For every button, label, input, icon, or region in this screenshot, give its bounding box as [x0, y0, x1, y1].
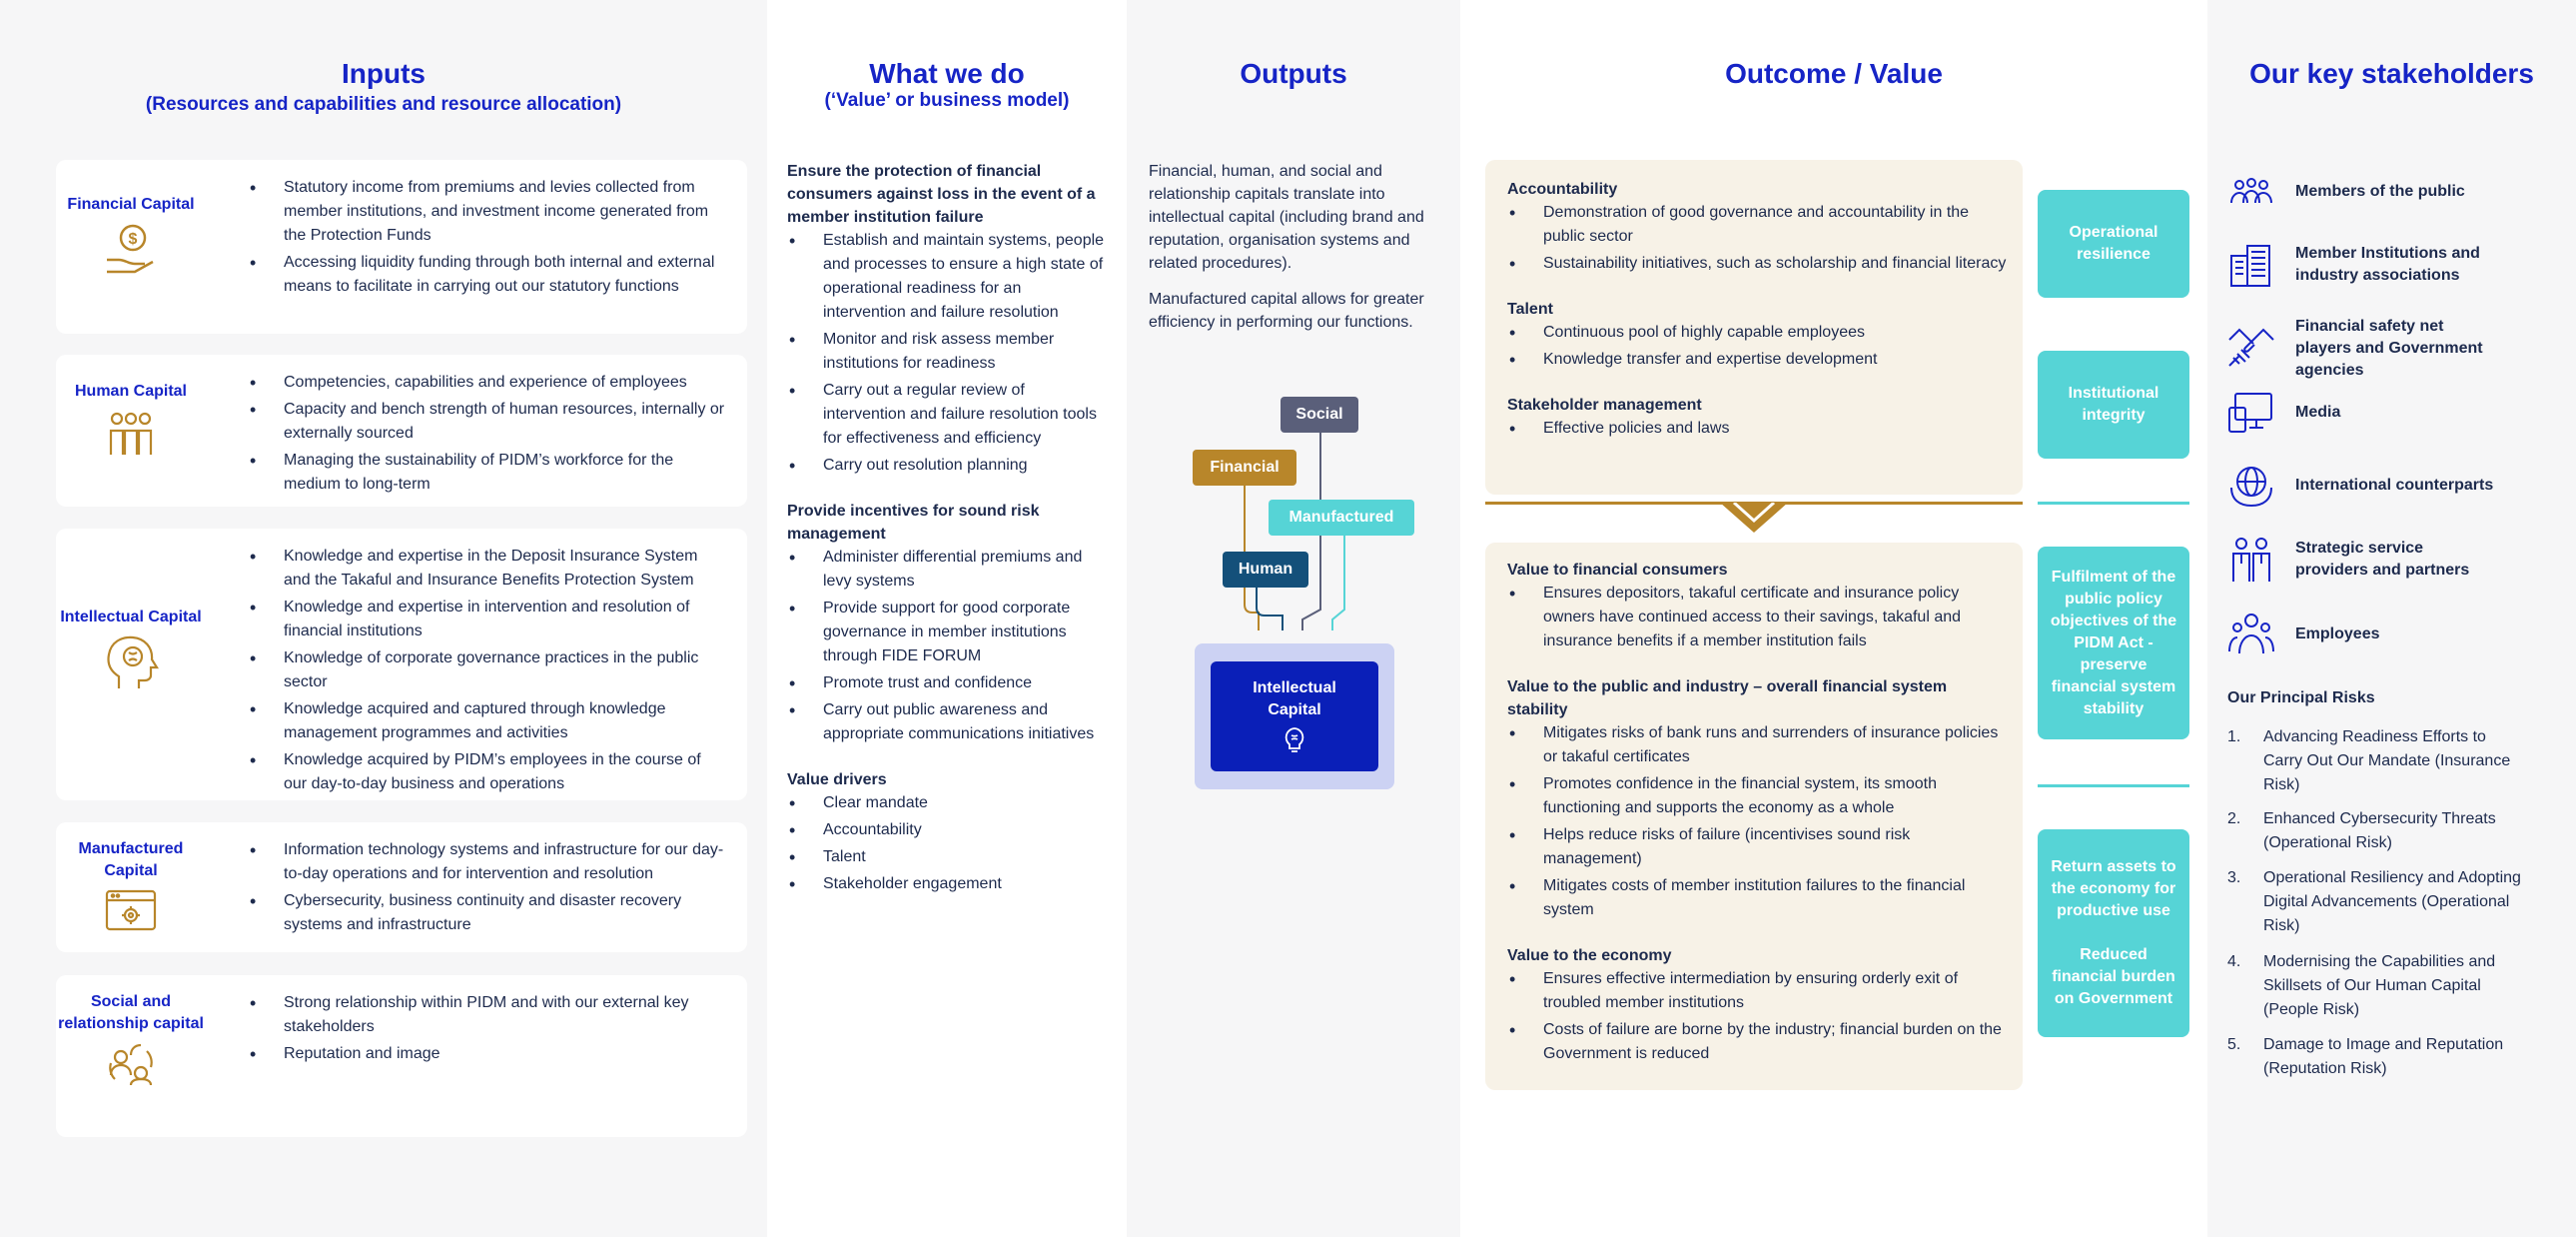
list-item: • Competencies, capabilities and experience of employees	[248, 371, 727, 395]
group-items	[1507, 582, 2007, 653]
stakeholder-item	[2227, 316, 2495, 382]
list-item: • Carry out public awareness and appropriate communications initiatives	[787, 698, 1107, 746]
financial-capital-card	[56, 160, 747, 334]
media-devices-icon	[2227, 390, 2275, 436]
list-item: • Demonstration of good governance and accountability in the public sector	[1507, 201, 2007, 249]
people-group-icon	[103, 409, 159, 459]
list-item: • Reputation and image	[248, 1042, 727, 1066]
intellectual-capital-box	[1211, 661, 1378, 771]
outcome-top-panel	[1485, 160, 2023, 495]
relationship-icon	[103, 1041, 159, 1089]
stakeholders-header	[2207, 58, 2576, 90]
list-item: • Strong relationship within PIDM and with our external key stakeholders	[248, 991, 727, 1039]
group-heading: Stakeholder management	[1507, 397, 1702, 414]
section-items	[787, 229, 1107, 478]
capital-name: Intellectual Capital	[60, 609, 202, 625]
social-capital-card	[56, 975, 747, 1137]
stakeholder-label: Member Institutions and industry associations	[2295, 245, 2480, 284]
list-item: • Costs of failure are borne by the industry; financial burden on the Government is reduced	[1507, 1018, 2007, 1066]
stakeholders-title: Our key stakeholders	[2249, 58, 2534, 89]
operational-resilience-badge: Operational resilience	[2038, 190, 2189, 298]
outcome-bottom-content	[1507, 559, 2007, 1069]
what-we-do-body	[787, 160, 1107, 899]
group-items	[1507, 321, 2007, 372]
capital-items	[248, 838, 727, 940]
stakeholder-item	[2227, 390, 2495, 436]
outputs-title: Outputs	[1240, 58, 1347, 89]
risk-number: 4.	[2227, 953, 2241, 970]
list-item: • Ensures effective intermediation by ensuring orderly exit of troubled member institutions	[1507, 967, 2007, 1015]
list-item: • Promote trust and confidence	[787, 671, 1107, 695]
capital-name: Social and relationship capital	[58, 993, 204, 1032]
reduced-burden-text: Reduced financial burden on Government	[2052, 946, 2175, 1007]
outputs-para-2: Manufactured capital allows for greater efficiency in performing our functions.	[1149, 291, 1424, 331]
partners-icon	[2227, 536, 2275, 584]
principal-risks-title: Our Principal Risks	[2227, 689, 2375, 706]
fulfilment-badge: Fulfilment of the public policy objectives of the PIDM Act - preserve financial system stability	[2038, 547, 2189, 739]
buildings-icon	[2227, 242, 2275, 288]
stakeholder-label: Strategic service providers and partners	[2295, 540, 2470, 579]
return-assets-text: Return assets to the economy for productive use	[2051, 858, 2176, 919]
stakeholder-item	[2227, 242, 2495, 288]
risk-number: 1.	[2227, 728, 2241, 745]
list-item: • Helps reduce risks of failure (incentivises sound risk management)	[1507, 823, 2007, 871]
list-item: • Statutory income from premiums and levies collected from member institutions, and investment income generated from the Protection Funds	[248, 176, 727, 248]
brain-bulb-icon	[1281, 725, 1308, 753]
list-item: • Effective policies and laws	[1507, 417, 2007, 441]
list-item: • Knowledge acquired and captured through knowledge management programmes and activities	[248, 697, 727, 745]
risk-number: 5.	[2227, 1036, 2241, 1053]
list-item: • Clear mandate	[787, 791, 1107, 815]
risk-item	[2227, 807, 2527, 855]
institutional-integrity-badge: Institutional integrity	[2038, 351, 2189, 459]
intellectual-capital-frame	[1195, 643, 1394, 789]
group-heading: Value to the economy	[1507, 947, 1672, 964]
risk-item	[2227, 950, 2527, 1022]
group-items	[1507, 201, 2007, 276]
section-items	[787, 546, 1107, 746]
list-item: • Mitigates risks of bank runs and surrenders of insurance policies or takaful certificates	[1507, 721, 2007, 769]
capital-label	[56, 991, 206, 1089]
capital-label	[56, 194, 206, 276]
list-item: • Sustainability initiatives, such as scholarship and financial literacy	[1507, 252, 2007, 276]
manufactured-capital-card	[56, 822, 747, 952]
capital-label	[56, 838, 206, 932]
risk-item	[2227, 725, 2527, 797]
list-item: • Carry out resolution planning	[787, 454, 1107, 478]
group-heading: Value to financial consumers	[1507, 562, 1728, 579]
list-item: • Monitor and risk assess member institutions for readiness	[787, 328, 1107, 376]
group-items	[1507, 417, 2007, 441]
risk-text: Operational Resiliency and Adopting Digital Advancements (Operational Risk)	[2263, 869, 2521, 934]
inputs-title: Inputs	[342, 58, 426, 89]
outcome-bottom-panel	[1485, 543, 2023, 1090]
list-item: • Promotes confidence in the financial system, its smooth functioning and supports the economy as a whole	[1507, 772, 2007, 820]
head-brain-icon	[103, 634, 159, 692]
public-group-icon	[2227, 177, 2275, 207]
list-item: • Cybersecurity, business continuity and disaster recovery systems and infrastructure	[248, 889, 727, 937]
capital-label	[56, 381, 206, 459]
what-we-do-column	[767, 0, 1127, 1237]
section-heading: Provide incentives for sound risk management	[787, 503, 1040, 543]
outputs-column	[1127, 0, 1460, 1237]
list-item: • Provide support for good corporate governance in member institutions through FIDE FORUM	[787, 597, 1107, 668]
risk-number: 3.	[2227, 869, 2241, 886]
stakeholder-item	[2227, 177, 2495, 207]
outcome-top-content	[1507, 178, 2007, 444]
section-items	[787, 791, 1107, 896]
social-node: Social	[1281, 397, 1358, 433]
list-item: • Ensures depositors, takaful certificate and insurance policy owners have continued access to their savings, takaful and insurance benefits if a member institution fails	[1507, 582, 2007, 653]
group-heading: Value to the public and industry – overall financial system stability	[1507, 678, 1948, 718]
stakeholder-label: Employees	[2295, 625, 2380, 642]
chevron-down-icon	[1720, 503, 1788, 537]
outcome-divider-right	[2038, 502, 2189, 505]
what-we-do-subtitle: (‘Value’ or business model)	[824, 90, 1070, 111]
handshake-icon	[2227, 326, 2275, 372]
what-we-do-title: What we do	[869, 58, 1025, 89]
capital-name: Financial Capital	[67, 196, 195, 213]
list-item: • Managing the sustainability of PIDM’s workforce for the medium to long-term	[248, 449, 727, 497]
list-item: • Knowledge of corporate governance practices in the public sector	[248, 646, 727, 694]
capital-items	[248, 545, 727, 799]
list-item: • Capacity and bench strength of human resources, internally or externally sourced	[248, 398, 727, 446]
intellectual-capital-card	[56, 529, 747, 800]
section-heading: Value drivers	[787, 771, 887, 788]
stakeholder-label: Media	[2295, 404, 2341, 421]
list-item: • Information technology systems and infrastructure for our day-to-day operations and for intervention and resolution	[248, 838, 727, 886]
capital-name: Human Capital	[74, 383, 187, 400]
intellectual-capital-label: Intellectual Capital	[1253, 679, 1336, 718]
outcome-header	[1460, 58, 2207, 90]
outputs-header	[1127, 58, 1460, 90]
browser-gear-icon	[104, 888, 158, 932]
inputs-column	[0, 0, 767, 1237]
risk-item	[2227, 866, 2527, 938]
list-item: • Carry out a regular review of intervention and failure resolution tools for effectiveness and efficiency	[787, 379, 1107, 451]
risk-item	[2227, 1033, 2527, 1081]
group-heading: Talent	[1507, 301, 1553, 318]
risk-text: Modernising the Capabilities and Skillsets of Our Human Capital (People Risk)	[2263, 953, 2496, 1018]
capital-items	[248, 176, 727, 302]
risk-text: Advancing Readiness Efforts to Carry Out Our Mandate (Insurance Risk)	[2263, 728, 2511, 793]
list-item: • Stakeholder engagement	[787, 872, 1107, 896]
inputs-header	[0, 58, 767, 116]
financial-node: Financial	[1193, 450, 1296, 486]
group-items	[1507, 721, 2007, 922]
list-item: • Knowledge transfer and expertise development	[1507, 348, 2007, 372]
risk-text: Damage to Image and Reputation (Reputation Risk)	[2263, 1036, 2504, 1077]
manufactured-node: Manufactured	[1269, 500, 1414, 536]
capital-name: Manufactured Capital	[78, 840, 184, 879]
human-node: Human	[1223, 552, 1308, 588]
section-heading: Ensure the protection of financial consumers against loss in the event of a member institution failure	[787, 163, 1096, 226]
capital-items	[248, 991, 727, 1069]
outcome-title: Outcome / Value	[1725, 58, 1943, 89]
stakeholder-label: Financial safety net players and Government agencies	[2295, 318, 2483, 379]
list-item: • Knowledge and expertise in the Deposit Insurance System and the Takaful and Insurance Benefits Protection System	[248, 545, 727, 593]
coin-hand-icon	[103, 222, 159, 276]
employees-icon	[2227, 612, 2275, 657]
list-item: • Accountability	[787, 818, 1107, 842]
stakeholder-item	[2227, 612, 2495, 657]
economy-badge	[2038, 829, 2189, 1037]
list-item: • Talent	[787, 845, 1107, 869]
outputs-para-1: Financial, human, and social and relationship capitals translate into intellectual capital (including brand and reputation, organisation systems and related procedures).	[1149, 163, 1424, 272]
group-heading: Accountability	[1507, 181, 1618, 198]
list-item: • Mitigates costs of member institution failures to the financial system	[1507, 874, 2007, 922]
list-item: • Administer differential premiums and levy systems	[787, 546, 1107, 594]
inputs-subtitle: (Resources and capabilities and resource allocation)	[145, 94, 622, 115]
list-item: • Accessing liquidity funding through both internal and external means to facilitate in carrying out our statutory functions	[248, 251, 727, 299]
what-we-do-header	[767, 58, 1127, 112]
stakeholder-item	[2227, 462, 2495, 510]
list-item: • Knowledge and expertise in intervention and resolution of financial institutions	[248, 596, 727, 643]
stakeholder-label: Members of the public	[2295, 183, 2465, 200]
group-items	[1507, 967, 2007, 1066]
risk-number: 2.	[2227, 810, 2241, 827]
capital-label	[56, 607, 206, 692]
risk-text: Enhanced Cybersecurity Threats (Operational Risk)	[2263, 810, 2496, 851]
list-item: • Continuous pool of highly capable employees	[1507, 321, 2007, 345]
list-item: • Establish and maintain systems, people and processes to ensure a high state of operational readiness for an intervention and failure resolution	[787, 229, 1107, 325]
globe-hands-icon	[2227, 462, 2275, 510]
capital-items	[248, 371, 727, 500]
svg-text:$: $	[128, 231, 138, 248]
stakeholder-label: International counterparts	[2295, 477, 2494, 494]
teal-divider	[2038, 784, 2189, 787]
human-capital-card	[56, 355, 747, 507]
list-item: • Knowledge acquired by PIDM’s employees in the course of our day-to-day business and operations	[248, 748, 727, 796]
stakeholder-item	[2227, 536, 2495, 584]
